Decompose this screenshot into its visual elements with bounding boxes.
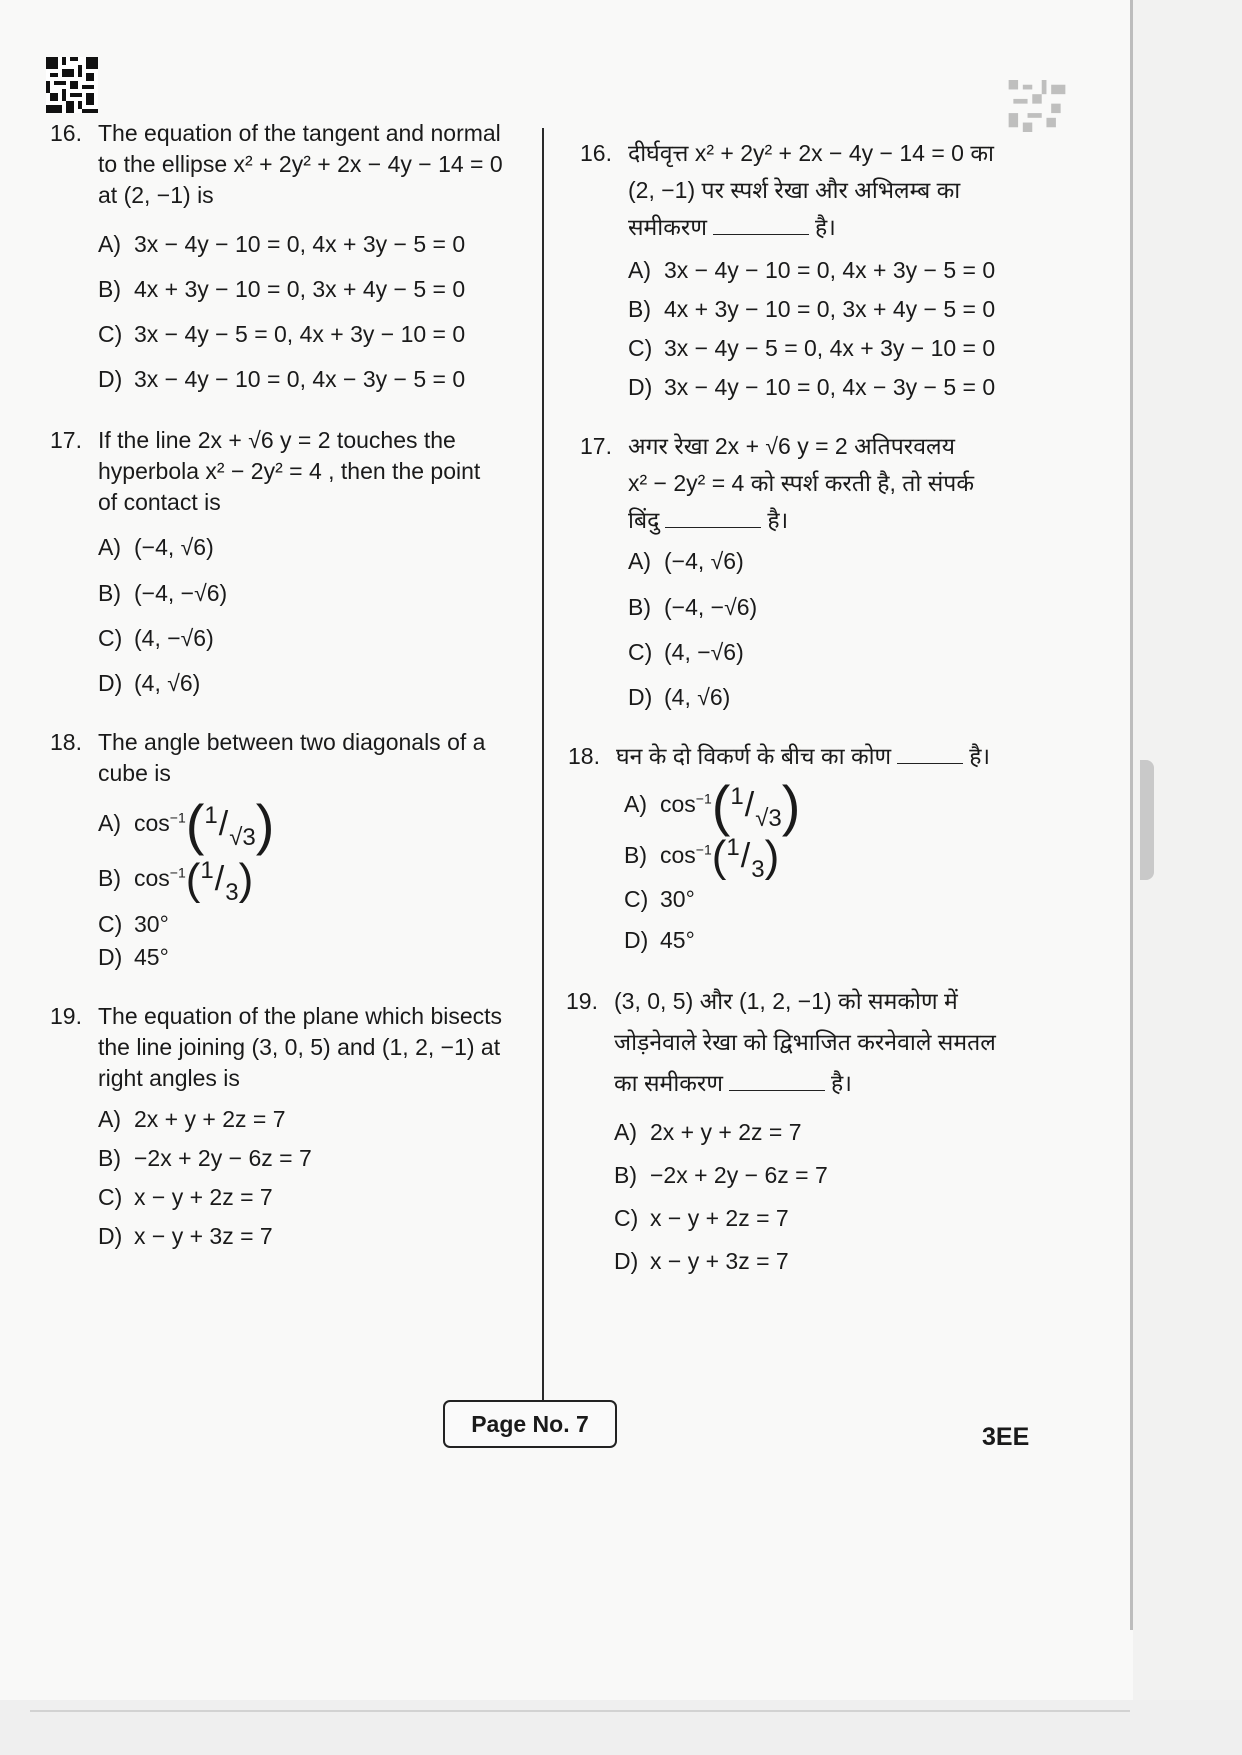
question-text-line [616,741,1038,772]
option-label: C) [98,910,123,937]
question-19-hi [566,986,1036,1277]
option-d[interactable] [98,1221,528,1252]
question-text-line [614,1068,1036,1099]
question-18-hi [568,741,1038,956]
question-text-line: जोड़नेवाले रेखा को द्विभाजित करनेवाले समतल [614,1028,996,1055]
option-d[interactable] [628,682,1050,713]
question-text-pre: बिंदु [628,507,660,534]
question-number: 17. [50,427,82,454]
question-number: 16. [50,120,82,146]
option-label: B) [98,276,121,303]
question-17-hi [580,431,1050,712]
option-label: B) [98,864,121,891]
option-label: D) [98,669,123,696]
option-b[interactable] [614,1160,1036,1191]
option-label: B) [614,1161,637,1188]
question-text-line: The equation of the plane which bisects [98,1002,503,1029]
option-text: 4x + 3y − 10 = 0, 3x + 4y − 5 = 0 [134,276,466,303]
option-text: 3x − 4y − 10 = 0, 4x − 3y − 5 = 0 [134,366,466,393]
question-text [628,431,1050,536]
qr-code-faint-icon [1008,80,1066,132]
option-superscript: −1 [695,841,712,858]
fraction-slash: / [218,804,229,843]
question-text [616,741,1038,772]
option-b[interactable] [628,294,1050,325]
option-text: 45° [660,926,695,953]
option-superscript: −1 [695,790,712,807]
question-text-line: of contact is [98,489,221,516]
question-number: 16. [580,140,612,166]
question-number: 18. [50,728,82,755]
option-b[interactable] [628,592,1050,623]
question-19-en [50,1001,528,1252]
question-text [98,727,528,789]
option-superscript: −1 [169,864,186,881]
option-label: C) [628,638,653,665]
page-fold-line [1130,0,1133,1630]
question-18-en [50,727,528,973]
option-label: C) [98,1183,123,1210]
option-label: C) [628,335,653,362]
option-func: cos [134,809,170,836]
option-text: (−4, √6) [134,534,214,561]
option-label: A) [624,790,647,817]
fraction-numerator: 1 [730,782,744,810]
option-text: 3x − 4y − 10 = 0, 4x + 3y − 5 = 0 [664,257,996,284]
question-number: 19. [50,1002,82,1029]
option-label: A) [614,1118,637,1145]
question-16-hi [580,138,1050,403]
question-text-line: The equation of the tangent and normal [98,120,501,146]
column-divider [542,128,544,1410]
answer-blank [713,218,809,235]
option-text: 2x + y + 2z = 7 [650,1118,802,1145]
option-func: cos [134,864,170,891]
question-text-line: hyperbola x² − 2y² = 4 , then the point [98,458,481,485]
option-a[interactable] [628,255,1050,286]
option-func: cos [660,841,696,868]
fraction-slash: / [740,836,751,875]
question-16-en [50,118,528,395]
hindi-column [566,138,1050,1277]
question-text-post: है। [830,1069,852,1096]
scan-bottom-shade [0,1700,1242,1755]
option-c[interactable] [98,623,528,654]
question-text-pre: घन के दो विकर्ण के बीच का कोण [616,742,892,769]
question-text-post: है। [767,507,789,534]
question-text [98,118,528,211]
fraction-numerator: 1 [200,856,214,884]
fraction-denominator: 3 [225,878,239,906]
option-d[interactable] [624,925,1038,956]
option-label: B) [624,841,647,868]
right-paren: ) [764,831,780,881]
option-b[interactable] [98,854,528,906]
option-d[interactable] [98,942,528,973]
fraction [204,801,256,851]
booklet-code: 3EE [982,1423,1030,1451]
option-c[interactable] [98,319,528,350]
option-label: A) [98,1105,121,1132]
question-number: 17. [580,433,612,460]
option-b[interactable] [98,1143,528,1174]
fraction-slash: / [744,785,755,824]
question-text-line [628,212,1050,243]
option-d[interactable] [628,372,1050,403]
option-text: (4, √6) [664,683,731,710]
question-text-line [628,505,1050,536]
question-text-line: cube is [98,759,171,786]
option-label: D) [614,1247,639,1274]
left-paren: ( [711,831,727,881]
option-label: D) [624,926,649,953]
option-text: −2x + 2y − 6z = 7 [650,1161,828,1188]
option-text: x − y + 3z = 7 [650,1247,789,1274]
option-c[interactable] [98,909,528,940]
option-text: 3x − 4y − 10 = 0, 4x + 3y − 5 = 0 [134,231,466,258]
fraction-numerator: 1 [726,833,740,861]
option-text: x − y + 2z = 7 [650,1204,789,1231]
option-text: 3x − 4y − 5 = 0, 4x + 3y − 10 = 0 [664,335,996,362]
option-label: B) [628,296,651,323]
question-text-line: at (2, −1) is [98,182,214,209]
question-text [98,425,528,518]
question-number: 19. [566,987,598,1014]
option-text: x − y + 2z = 7 [134,1183,273,1210]
option-label: A) [98,231,121,258]
question-text [98,1001,528,1094]
english-column [50,118,528,1252]
option-label: A) [628,548,651,575]
option-label: C) [98,624,123,651]
question-text-line: (3, 0, 5) और (1, 2, −1) को समकोण में [614,987,958,1014]
option-a[interactable] [98,532,528,563]
fraction-denominator: √3 [755,804,782,832]
question-text-line: The angle between two diagonals of a [98,728,486,755]
option-label: D) [628,683,653,710]
question-text-line: दीर्घवृत्त x² + 2y² + 2x − 4y − 14 = 0 का [628,140,994,166]
option-d[interactable] [98,364,528,395]
option-text: 3x − 4y − 5 = 0, 4x + 3y − 10 = 0 [134,321,466,348]
page-number-box: Page No. 7 [443,1400,617,1448]
binding-tab [1140,760,1154,880]
option-a[interactable] [98,229,528,260]
option-a[interactable] [628,546,1050,577]
option-label: C) [614,1204,639,1231]
question-text-post: है। [969,742,991,769]
fraction-slash: / [214,859,225,898]
question-text-pre: का समीकरण [614,1069,723,1096]
answer-blank [729,1074,825,1091]
question-number: 18. [568,742,600,769]
scan-bottom-line [30,1710,1130,1712]
question-17-en [50,425,528,698]
option-b[interactable] [624,831,1038,883]
option-text: x − y + 3z = 7 [134,1223,273,1250]
option-b[interactable] [98,578,528,609]
option-text: 2x + y + 2z = 7 [134,1105,286,1132]
option-label: C) [624,885,649,912]
right-paren: ) [781,773,801,837]
option-text: (4, √6) [134,669,201,696]
question-text-line: अगर रेखा 2x + √6 y = 2 अतिपरवलय [628,433,955,460]
right-paren: ) [238,854,254,904]
left-paren: ( [185,854,201,904]
option-text: (4, −√6) [664,638,744,665]
option-a[interactable] [98,792,528,856]
answer-blank [897,747,963,764]
option-a[interactable] [98,1104,528,1135]
fraction [726,833,765,883]
option-b[interactable] [98,274,528,305]
right-paren: ) [255,792,275,856]
fraction [200,856,239,906]
option-label: D) [98,1223,123,1250]
option-text: 4x + 3y − 10 = 0, 3x + 4y − 5 = 0 [664,296,996,323]
fraction-numerator: 1 [204,801,218,829]
question-text-line: right angles is [98,1064,240,1091]
option-label: D) [98,943,123,970]
question-text [614,986,1036,1099]
option-c[interactable] [628,637,1050,668]
question-text-pre: समीकरण [628,214,707,241]
option-text: 30° [660,885,695,912]
option-label: B) [628,593,651,620]
fraction [730,782,782,832]
option-d[interactable] [98,668,528,699]
option-label: A) [98,534,121,561]
question-text-line: the line joining (3, 0, 5) and (1, 2, −1) at [98,1033,501,1060]
left-paren: ( [185,792,205,856]
option-label: C) [98,321,123,348]
option-text: −2x + 2y − 6z = 7 [134,1144,312,1171]
fraction-denominator: 3 [751,855,765,883]
option-text: 3x − 4y − 10 = 0, 4x − 3y − 5 = 0 [664,374,996,401]
option-c[interactable] [628,333,1050,364]
option-label: B) [98,579,121,606]
answer-blank [665,511,761,528]
option-a[interactable] [614,1117,1036,1148]
option-text: 45° [134,943,169,970]
option-a[interactable] [624,773,1038,837]
option-superscript: −1 [169,809,186,826]
option-text: (−4, −√6) [134,579,228,606]
option-text: 30° [134,910,169,937]
option-c[interactable] [624,884,1038,915]
option-d[interactable] [614,1246,1036,1277]
question-text-post: है। [814,214,836,241]
option-c[interactable] [98,1182,528,1213]
option-text: (−4, √6) [664,548,744,575]
option-label: D) [628,374,653,401]
option-text: (−4, −√6) [664,593,758,620]
option-label: D) [98,366,123,393]
question-text-line: x² − 2y² = 4 को स्पर्श करती है, तो संपर्क [628,470,975,497]
option-label: B) [98,1144,121,1171]
question-text [628,138,1050,243]
option-label: A) [98,809,121,836]
question-text-line: If the line 2x + √6 y = 2 touches the [98,427,456,454]
option-label: A) [628,257,651,284]
question-text-line: (2, −1) पर स्पर्श रेखा और अभिलम्ब का [628,177,961,204]
left-paren: ( [711,773,731,837]
option-func: cos [660,790,696,817]
option-c[interactable] [614,1203,1036,1234]
question-text-line: to the ellipse x² + 2y² + 2x − 4y − 14 = 0 [98,151,503,178]
qr-code-icon [46,56,98,114]
option-text: (4, −√6) [134,624,214,651]
fraction-denominator: √3 [229,823,256,851]
